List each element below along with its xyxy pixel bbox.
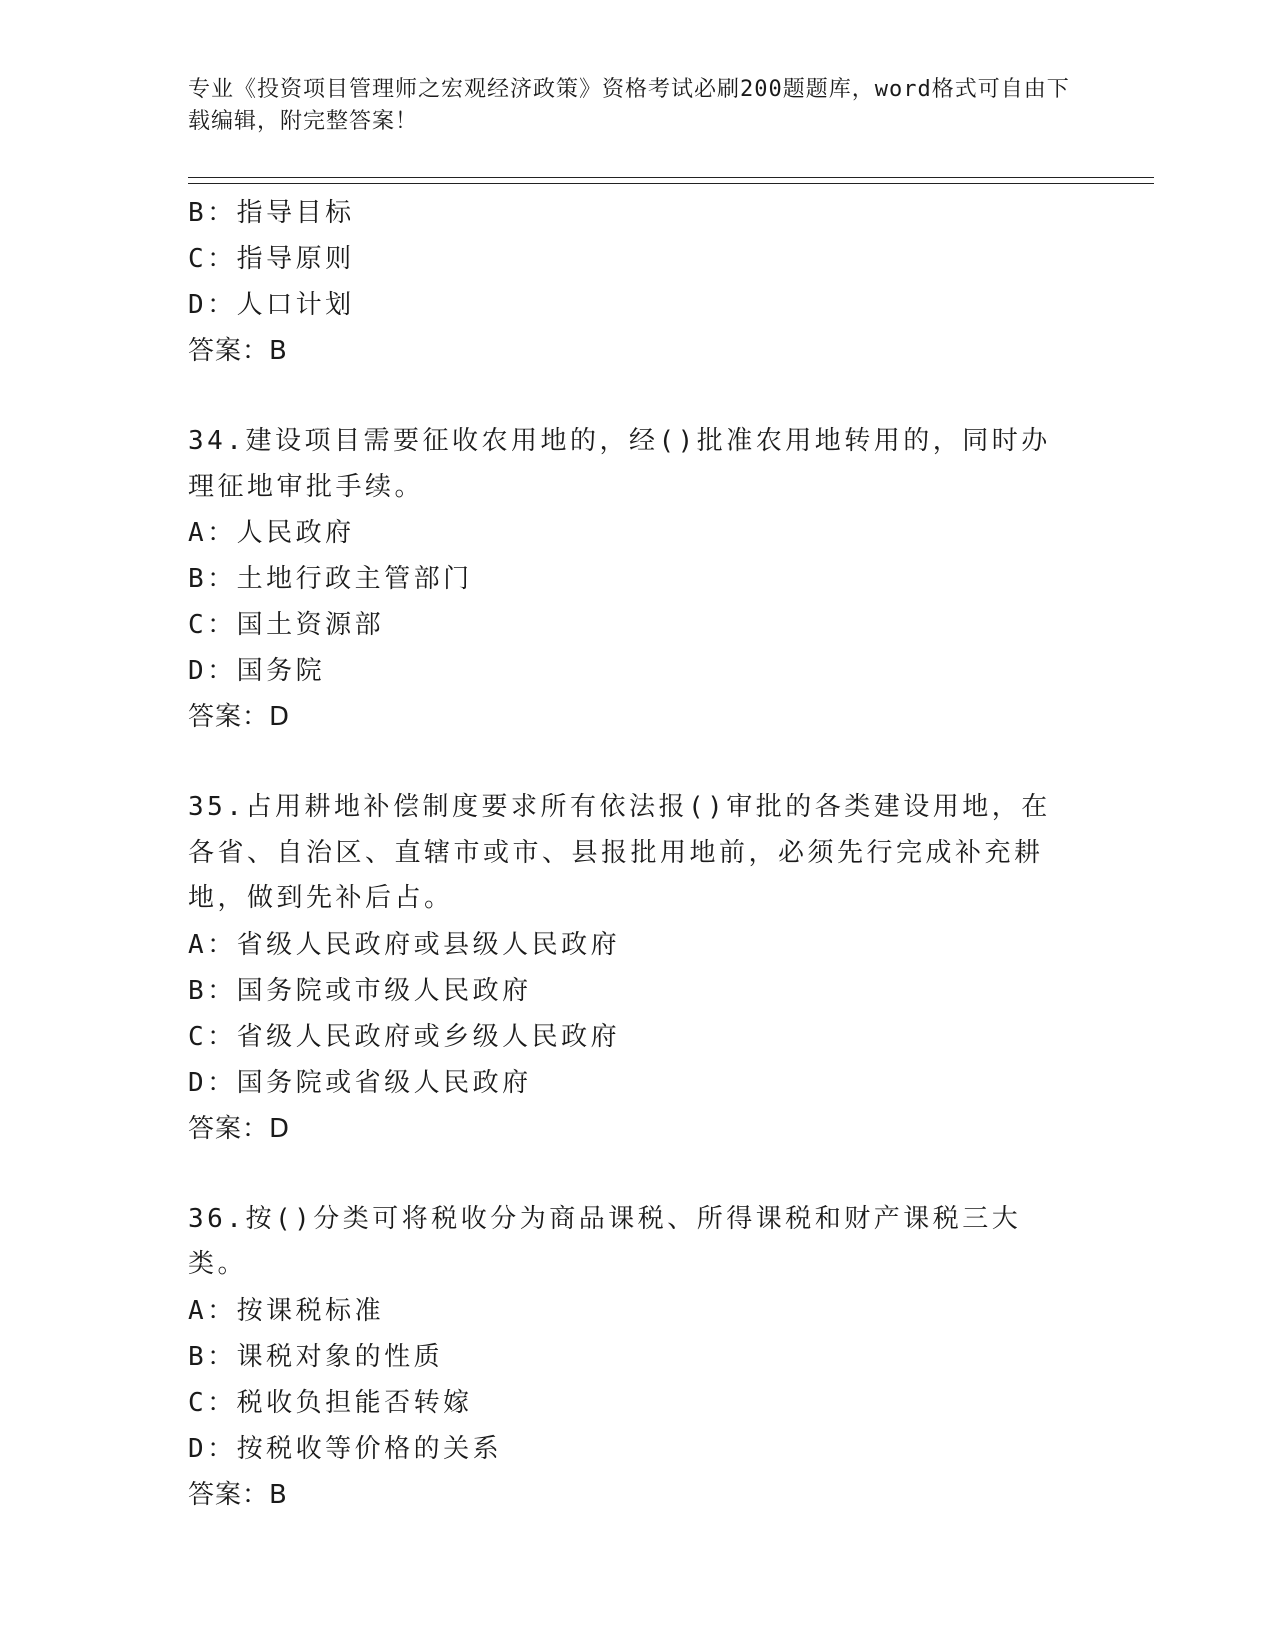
question-text: 34.建设项目需要征收农用地的，经()批准农用地转用的，同时办理征地审批手续。 bbox=[188, 426, 1051, 502]
question-text: 35.占用耕地补偿制度要求所有依法报()审批的各类建设用地，在各省、自治区、直辖市或市、县报批用地前，必须先行完成补充耕地，做到先补后占。 bbox=[188, 792, 1051, 913]
spacer bbox=[188, 1152, 1088, 1197]
option-a: A：人民政府 bbox=[188, 518, 355, 548]
option-d: D：按税收等价格的关系 bbox=[188, 1433, 503, 1464]
option-a: A：按课税标准 bbox=[188, 1295, 385, 1326]
header-divider-bottom bbox=[188, 183, 1154, 184]
header-divider-top bbox=[188, 177, 1154, 178]
option-c: C：省级人民政府或乡级人民政府 bbox=[188, 1021, 621, 1052]
question-text: 36.按()分类可将税收分为商品课税、所得课税和财产课税三大类。 bbox=[188, 1203, 1022, 1279]
option-a: A：省级人民政府或县级人民政府 bbox=[188, 929, 621, 960]
option-b: B：国务院或市级人民政府 bbox=[188, 975, 532, 1006]
spacer bbox=[188, 374, 1088, 419]
option-c: C：国土资源部 bbox=[188, 610, 385, 640]
answer-line: 答案：B bbox=[188, 1479, 288, 1510]
answer-line: 答案：D bbox=[188, 1113, 291, 1144]
question-block-36 bbox=[188, 1197, 1088, 1518]
option-b: B：指导目标 bbox=[188, 198, 355, 228]
option-c: C：税收负担能否转嫁 bbox=[188, 1387, 473, 1418]
page-header-text: 专业《投资项目管理师之宏观经济政策》资格考试必刷200题题库，word格式可自由下载编辑，附完整答案！ bbox=[188, 77, 1070, 134]
question-block-33 bbox=[188, 190, 1088, 374]
answer-line: 答案：D bbox=[188, 702, 291, 732]
spacer bbox=[188, 740, 1088, 785]
question-list bbox=[188, 190, 1088, 1518]
option-d: D：国务院 bbox=[188, 656, 326, 686]
option-d: D：国务院或省级人民政府 bbox=[188, 1067, 532, 1098]
option-c: C：指导原则 bbox=[188, 244, 355, 274]
option-b: B：土地行政主管部门 bbox=[188, 564, 473, 594]
question-block-34 bbox=[188, 419, 1088, 740]
option-b: B：课税对象的性质 bbox=[188, 1341, 444, 1372]
answer-line: 答案：B bbox=[188, 336, 288, 366]
question-block-35 bbox=[188, 785, 1088, 1152]
option-d: D：人口计划 bbox=[188, 290, 355, 320]
